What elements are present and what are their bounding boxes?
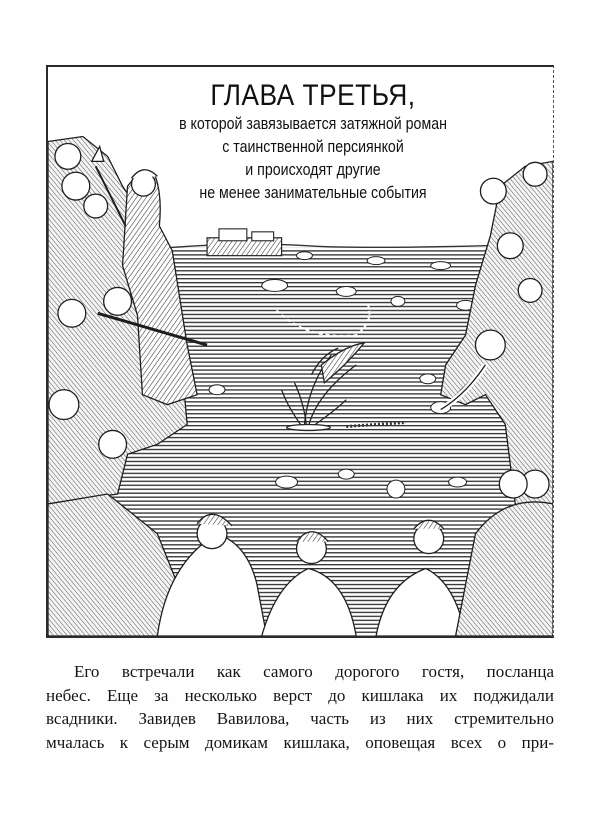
body-line-3: всадники. Завидев Вавилова, часть из них стремительно (46, 709, 554, 728)
chapter-subtitle-line-3: и происходят другие (245, 161, 381, 179)
chapter-illustration (46, 65, 554, 638)
body-line-1: Его встречали как самого дорогого гостя, посланца (74, 662, 554, 681)
ruined-wall-icon (207, 229, 282, 256)
chapter-heading (148, 79, 478, 205)
chapter-title: ГЛАВА ТРЕТЬЯ, (210, 79, 416, 112)
chapter-subtitle-line-2: с таинственной персиянкой (222, 138, 404, 156)
body-paragraph (46, 660, 554, 754)
chapter-subtitle-line-1: в которой завязывается затяжной роман (179, 115, 447, 133)
body-line-2: небес. Еще за несколько верст до кишлака их поджидали (46, 685, 554, 705)
chapter-subtitle-line-4: не менее занимательные события (199, 184, 427, 202)
body-line-4: мчалась к серым домикам кишлака, оповещая всех о при- (46, 732, 554, 752)
